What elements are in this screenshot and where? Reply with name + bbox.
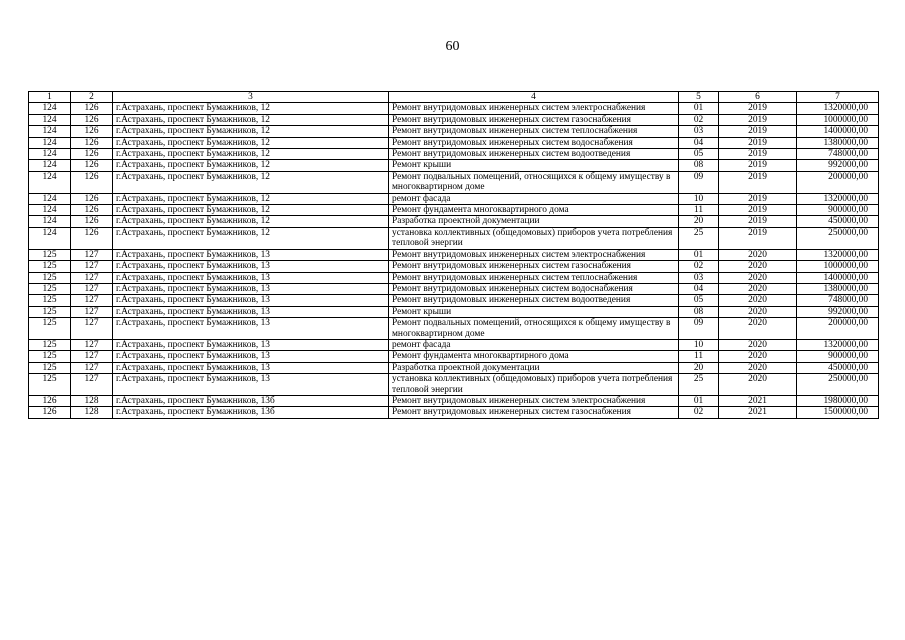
cost-cell: 1320000,00: [797, 103, 879, 114]
year-cell: 2019: [719, 149, 797, 160]
record-number-cell: 126: [71, 227, 113, 249]
address-cell: г.Астрахань, проспект Бумажников, 12: [113, 126, 389, 137]
table-row: [29, 193, 879, 204]
address-cell: г.Астрахань, проспект Бумажников, 13: [113, 374, 389, 396]
year-cell: 2019: [719, 103, 797, 114]
year-cell: 2020: [719, 339, 797, 350]
work-type-cell: Ремонт внутридомовых инженерных систем водоотведения: [389, 295, 679, 306]
record-number-cell: 127: [71, 272, 113, 283]
work-type-cell: Ремонт внутридомовых инженерных систем электроснабжения: [389, 103, 679, 114]
row-number-cell: 124: [29, 126, 71, 137]
row-number-cell: 125: [29, 306, 71, 317]
header-row: [29, 92, 879, 103]
cost-cell: 900000,00: [797, 351, 879, 362]
work-code-cell: 25: [679, 227, 719, 249]
table-row: [29, 283, 879, 294]
header-col-1: 1: [29, 92, 71, 103]
row-number-cell: 124: [29, 114, 71, 125]
cost-cell: 1320000,00: [797, 249, 879, 260]
work-type-cell: Разработка проектной документации: [389, 362, 679, 373]
record-number-cell: 128: [71, 395, 113, 406]
work-code-cell: 04: [679, 283, 719, 294]
table-row: [29, 249, 879, 260]
record-number-cell: 126: [71, 205, 113, 216]
cost-cell: 450000,00: [797, 216, 879, 227]
row-number-cell: 124: [29, 171, 71, 193]
year-cell: 2020: [719, 283, 797, 294]
address-cell: г.Астрахань, проспект Бумажников, 12: [113, 103, 389, 114]
cost-cell: 1400000,00: [797, 272, 879, 283]
address-cell: г.Астрахань, проспект Бумажников, 13: [113, 261, 389, 272]
work-type-cell: ремонт фасада: [389, 193, 679, 204]
table-row: [29, 114, 879, 125]
record-number-cell: 127: [71, 362, 113, 373]
table-row: [29, 395, 879, 406]
table-row: [29, 227, 879, 249]
work-type-cell: Ремонт внутридомовых инженерных систем газоснабжения: [389, 261, 679, 272]
cost-cell: 1000000,00: [797, 261, 879, 272]
address-cell: г.Астрахань, проспект Бумажников, 12: [113, 193, 389, 204]
work-code-cell: 20: [679, 362, 719, 373]
table-row: [29, 137, 879, 148]
address-cell: г.Астрахань, проспект Бумажников, 13: [113, 351, 389, 362]
address-cell: г.Астрахань, проспект Бумажников, 12: [113, 114, 389, 125]
cost-cell: 992000,00: [797, 160, 879, 171]
work-type-cell: Ремонт внутридомовых инженерных систем теплоснабжения: [389, 126, 679, 137]
table-row: [29, 295, 879, 306]
table-row: [29, 149, 879, 160]
row-number-cell: 125: [29, 318, 71, 340]
header-col-4: 4: [389, 92, 679, 103]
work-code-cell: 08: [679, 160, 719, 171]
work-type-cell: установка коллективных (общедомовых) приборов учета потребления тепловой энергии: [389, 374, 679, 396]
work-code-cell: 09: [679, 171, 719, 193]
record-number-cell: 126: [71, 103, 113, 114]
cost-cell: 250000,00: [797, 374, 879, 396]
record-number-cell: 127: [71, 351, 113, 362]
year-cell: 2019: [719, 114, 797, 125]
work-code-cell: 02: [679, 261, 719, 272]
table-row: [29, 318, 879, 340]
record-number-cell: 126: [71, 114, 113, 125]
table-row: [29, 351, 879, 362]
table-row: [29, 160, 879, 171]
row-number-cell: 125: [29, 374, 71, 396]
work-code-cell: 03: [679, 126, 719, 137]
cost-cell: 1980000,00: [797, 395, 879, 406]
work-code-cell: 11: [679, 205, 719, 216]
work-type-cell: Ремонт внутридомовых инженерных систем электроснабжения: [389, 249, 679, 260]
work-code-cell: 04: [679, 137, 719, 148]
row-number-cell: 125: [29, 351, 71, 362]
row-number-cell: 126: [29, 407, 71, 418]
year-cell: 2020: [719, 249, 797, 260]
work-code-cell: 25: [679, 374, 719, 396]
year-cell: 2019: [719, 193, 797, 204]
record-number-cell: 127: [71, 374, 113, 396]
work-code-cell: 01: [679, 395, 719, 406]
work-type-cell: Ремонт внутридомовых инженерных систем газоснабжения: [389, 114, 679, 125]
cost-cell: 1320000,00: [797, 193, 879, 204]
address-cell: г.Астрахань, проспект Бумажников, 12: [113, 137, 389, 148]
header-col-3: 3: [113, 92, 389, 103]
header-col-5: 5: [679, 92, 719, 103]
table-row: [29, 407, 879, 418]
table-row: [29, 171, 879, 193]
table-row: [29, 362, 879, 373]
year-cell: 2020: [719, 362, 797, 373]
year-cell: 2020: [719, 272, 797, 283]
year-cell: 2020: [719, 318, 797, 340]
address-cell: г.Астрахань, проспект Бумажников, 13: [113, 339, 389, 350]
address-cell: г.Астрахань, проспект Бумажников, 12: [113, 216, 389, 227]
header-col-2: 2: [71, 92, 113, 103]
record-number-cell: 126: [71, 193, 113, 204]
record-number-cell: 126: [71, 171, 113, 193]
address-cell: г.Астрахань, проспект Бумажников, 13: [113, 283, 389, 294]
row-number-cell: 124: [29, 216, 71, 227]
table-row: [29, 339, 879, 350]
work-type-cell: Ремонт фундамента многоквартирного дома: [389, 205, 679, 216]
header-col-7: 7: [797, 92, 879, 103]
work-code-cell: 08: [679, 306, 719, 317]
work-type-cell: Ремонт внутридомовых инженерных систем водоотведения: [389, 149, 679, 160]
cost-cell: 748000,00: [797, 295, 879, 306]
row-number-cell: 125: [29, 249, 71, 260]
address-cell: г.Астрахань, проспект Бумажников, 13: [113, 295, 389, 306]
row-number-cell: 124: [29, 103, 71, 114]
work-code-cell: 02: [679, 114, 719, 125]
table-row: [29, 103, 879, 114]
address-cell: г.Астрахань, проспект Бумажников, 12: [113, 205, 389, 216]
year-cell: 2021: [719, 395, 797, 406]
table-row: [29, 374, 879, 396]
work-type-cell: Ремонт внутридомовых инженерных систем водоснабжения: [389, 137, 679, 148]
record-number-cell: 126: [71, 149, 113, 160]
works-table: [28, 91, 879, 419]
work-type-cell: Ремонт подвальных помещений, относящихся к общему имуществу в многоквартирном доме: [389, 318, 679, 340]
cost-cell: 900000,00: [797, 205, 879, 216]
address-cell: г.Астрахань, проспект Бумажников, 12: [113, 227, 389, 249]
address-cell: г.Астрахань, проспект Бумажников, 13б: [113, 395, 389, 406]
record-number-cell: 127: [71, 339, 113, 350]
year-cell: 2019: [719, 227, 797, 249]
cost-cell: 1000000,00: [797, 114, 879, 125]
record-number-cell: 126: [71, 126, 113, 137]
work-code-cell: 10: [679, 339, 719, 350]
record-number-cell: 128: [71, 407, 113, 418]
cost-cell: 200000,00: [797, 318, 879, 340]
year-cell: 2021: [719, 407, 797, 418]
work-code-cell: 11: [679, 351, 719, 362]
year-cell: 2020: [719, 306, 797, 317]
record-number-cell: 127: [71, 249, 113, 260]
record-number-cell: 126: [71, 160, 113, 171]
cost-cell: 1320000,00: [797, 339, 879, 350]
work-type-cell: Ремонт фундамента многоквартирного дома: [389, 351, 679, 362]
work-code-cell: 02: [679, 407, 719, 418]
address-cell: г.Астрахань, проспект Бумажников, 12: [113, 171, 389, 193]
address-cell: г.Астрахань, проспект Бумажников, 13б: [113, 407, 389, 418]
table-row: [29, 306, 879, 317]
record-number-cell: 127: [71, 318, 113, 340]
work-type-cell: Ремонт подвальных помещений, относящихся к общему имуществу в многоквартирном доме: [389, 171, 679, 193]
record-number-cell: 126: [71, 216, 113, 227]
record-number-cell: 127: [71, 261, 113, 272]
work-code-cell: 10: [679, 193, 719, 204]
table-row: [29, 261, 879, 272]
address-cell: г.Астрахань, проспект Бумажников, 13: [113, 362, 389, 373]
cost-cell: 450000,00: [797, 362, 879, 373]
cost-cell: 1380000,00: [797, 137, 879, 148]
year-cell: 2019: [719, 171, 797, 193]
work-code-cell: 05: [679, 149, 719, 160]
work-type-cell: Ремонт внутридомовых инженерных систем газоснабжения: [389, 407, 679, 418]
work-code-cell: 09: [679, 318, 719, 340]
row-number-cell: 124: [29, 193, 71, 204]
address-cell: г.Астрахань, проспект Бумажников, 12: [113, 149, 389, 160]
record-number-cell: 126: [71, 137, 113, 148]
work-type-cell: установка коллективных (общедомовых) приборов учета потребления тепловой энергии: [389, 227, 679, 249]
work-type-cell: Ремонт внутридомовых инженерных систем электроснабжения: [389, 395, 679, 406]
cost-cell: 748000,00: [797, 149, 879, 160]
cost-cell: 1380000,00: [797, 283, 879, 294]
work-type-cell: Ремонт внутридомовых инженерных систем водоснабжения: [389, 283, 679, 294]
year-cell: 2019: [719, 205, 797, 216]
table-row: [29, 126, 879, 137]
row-number-cell: 124: [29, 160, 71, 171]
year-cell: 2020: [719, 351, 797, 362]
work-type-cell: ремонт фасада: [389, 339, 679, 350]
address-cell: г.Астрахань, проспект Бумажников, 13: [113, 272, 389, 283]
row-number-cell: 125: [29, 272, 71, 283]
row-number-cell: 125: [29, 261, 71, 272]
work-type-cell: Ремонт внутридомовых инженерных систем теплоснабжения: [389, 272, 679, 283]
work-type-cell: Разработка проектной документации: [389, 216, 679, 227]
year-cell: 2019: [719, 137, 797, 148]
row-number-cell: 124: [29, 227, 71, 249]
address-cell: г.Астрахань, проспект Бумажников, 13: [113, 249, 389, 260]
cost-cell: 1500000,00: [797, 407, 879, 418]
table-row: [29, 216, 879, 227]
cost-cell: 200000,00: [797, 171, 879, 193]
work-type-cell: Ремонт крыши: [389, 306, 679, 317]
row-number-cell: 124: [29, 205, 71, 216]
work-code-cell: 01: [679, 103, 719, 114]
address-cell: г.Астрахань, проспект Бумажников, 13: [113, 318, 389, 340]
year-cell: 2020: [719, 261, 797, 272]
table-row: [29, 272, 879, 283]
header-col-6: 6: [719, 92, 797, 103]
year-cell: 2019: [719, 216, 797, 227]
row-number-cell: 125: [29, 339, 71, 350]
work-code-cell: 20: [679, 216, 719, 227]
cost-cell: 250000,00: [797, 227, 879, 249]
year-cell: 2019: [719, 160, 797, 171]
row-number-cell: 125: [29, 362, 71, 373]
year-cell: 2020: [719, 374, 797, 396]
row-number-cell: 125: [29, 295, 71, 306]
record-number-cell: 127: [71, 306, 113, 317]
row-number-cell: 124: [29, 149, 71, 160]
cost-cell: 992000,00: [797, 306, 879, 317]
work-code-cell: 05: [679, 295, 719, 306]
address-cell: г.Астрахань, проспект Бумажников, 13: [113, 306, 389, 317]
address-cell: г.Астрахань, проспект Бумажников, 12: [113, 160, 389, 171]
table-body: [29, 103, 879, 418]
work-code-cell: 03: [679, 272, 719, 283]
work-code-cell: 01: [679, 249, 719, 260]
table-row: [29, 205, 879, 216]
record-number-cell: 127: [71, 295, 113, 306]
year-cell: 2019: [719, 126, 797, 137]
year-cell: 2020: [719, 295, 797, 306]
cost-cell: 1400000,00: [797, 126, 879, 137]
work-type-cell: Ремонт крыши: [389, 160, 679, 171]
row-number-cell: 126: [29, 395, 71, 406]
row-number-cell: 125: [29, 283, 71, 294]
record-number-cell: 127: [71, 283, 113, 294]
row-number-cell: 124: [29, 137, 71, 148]
page-number: 60: [445, 39, 460, 54]
